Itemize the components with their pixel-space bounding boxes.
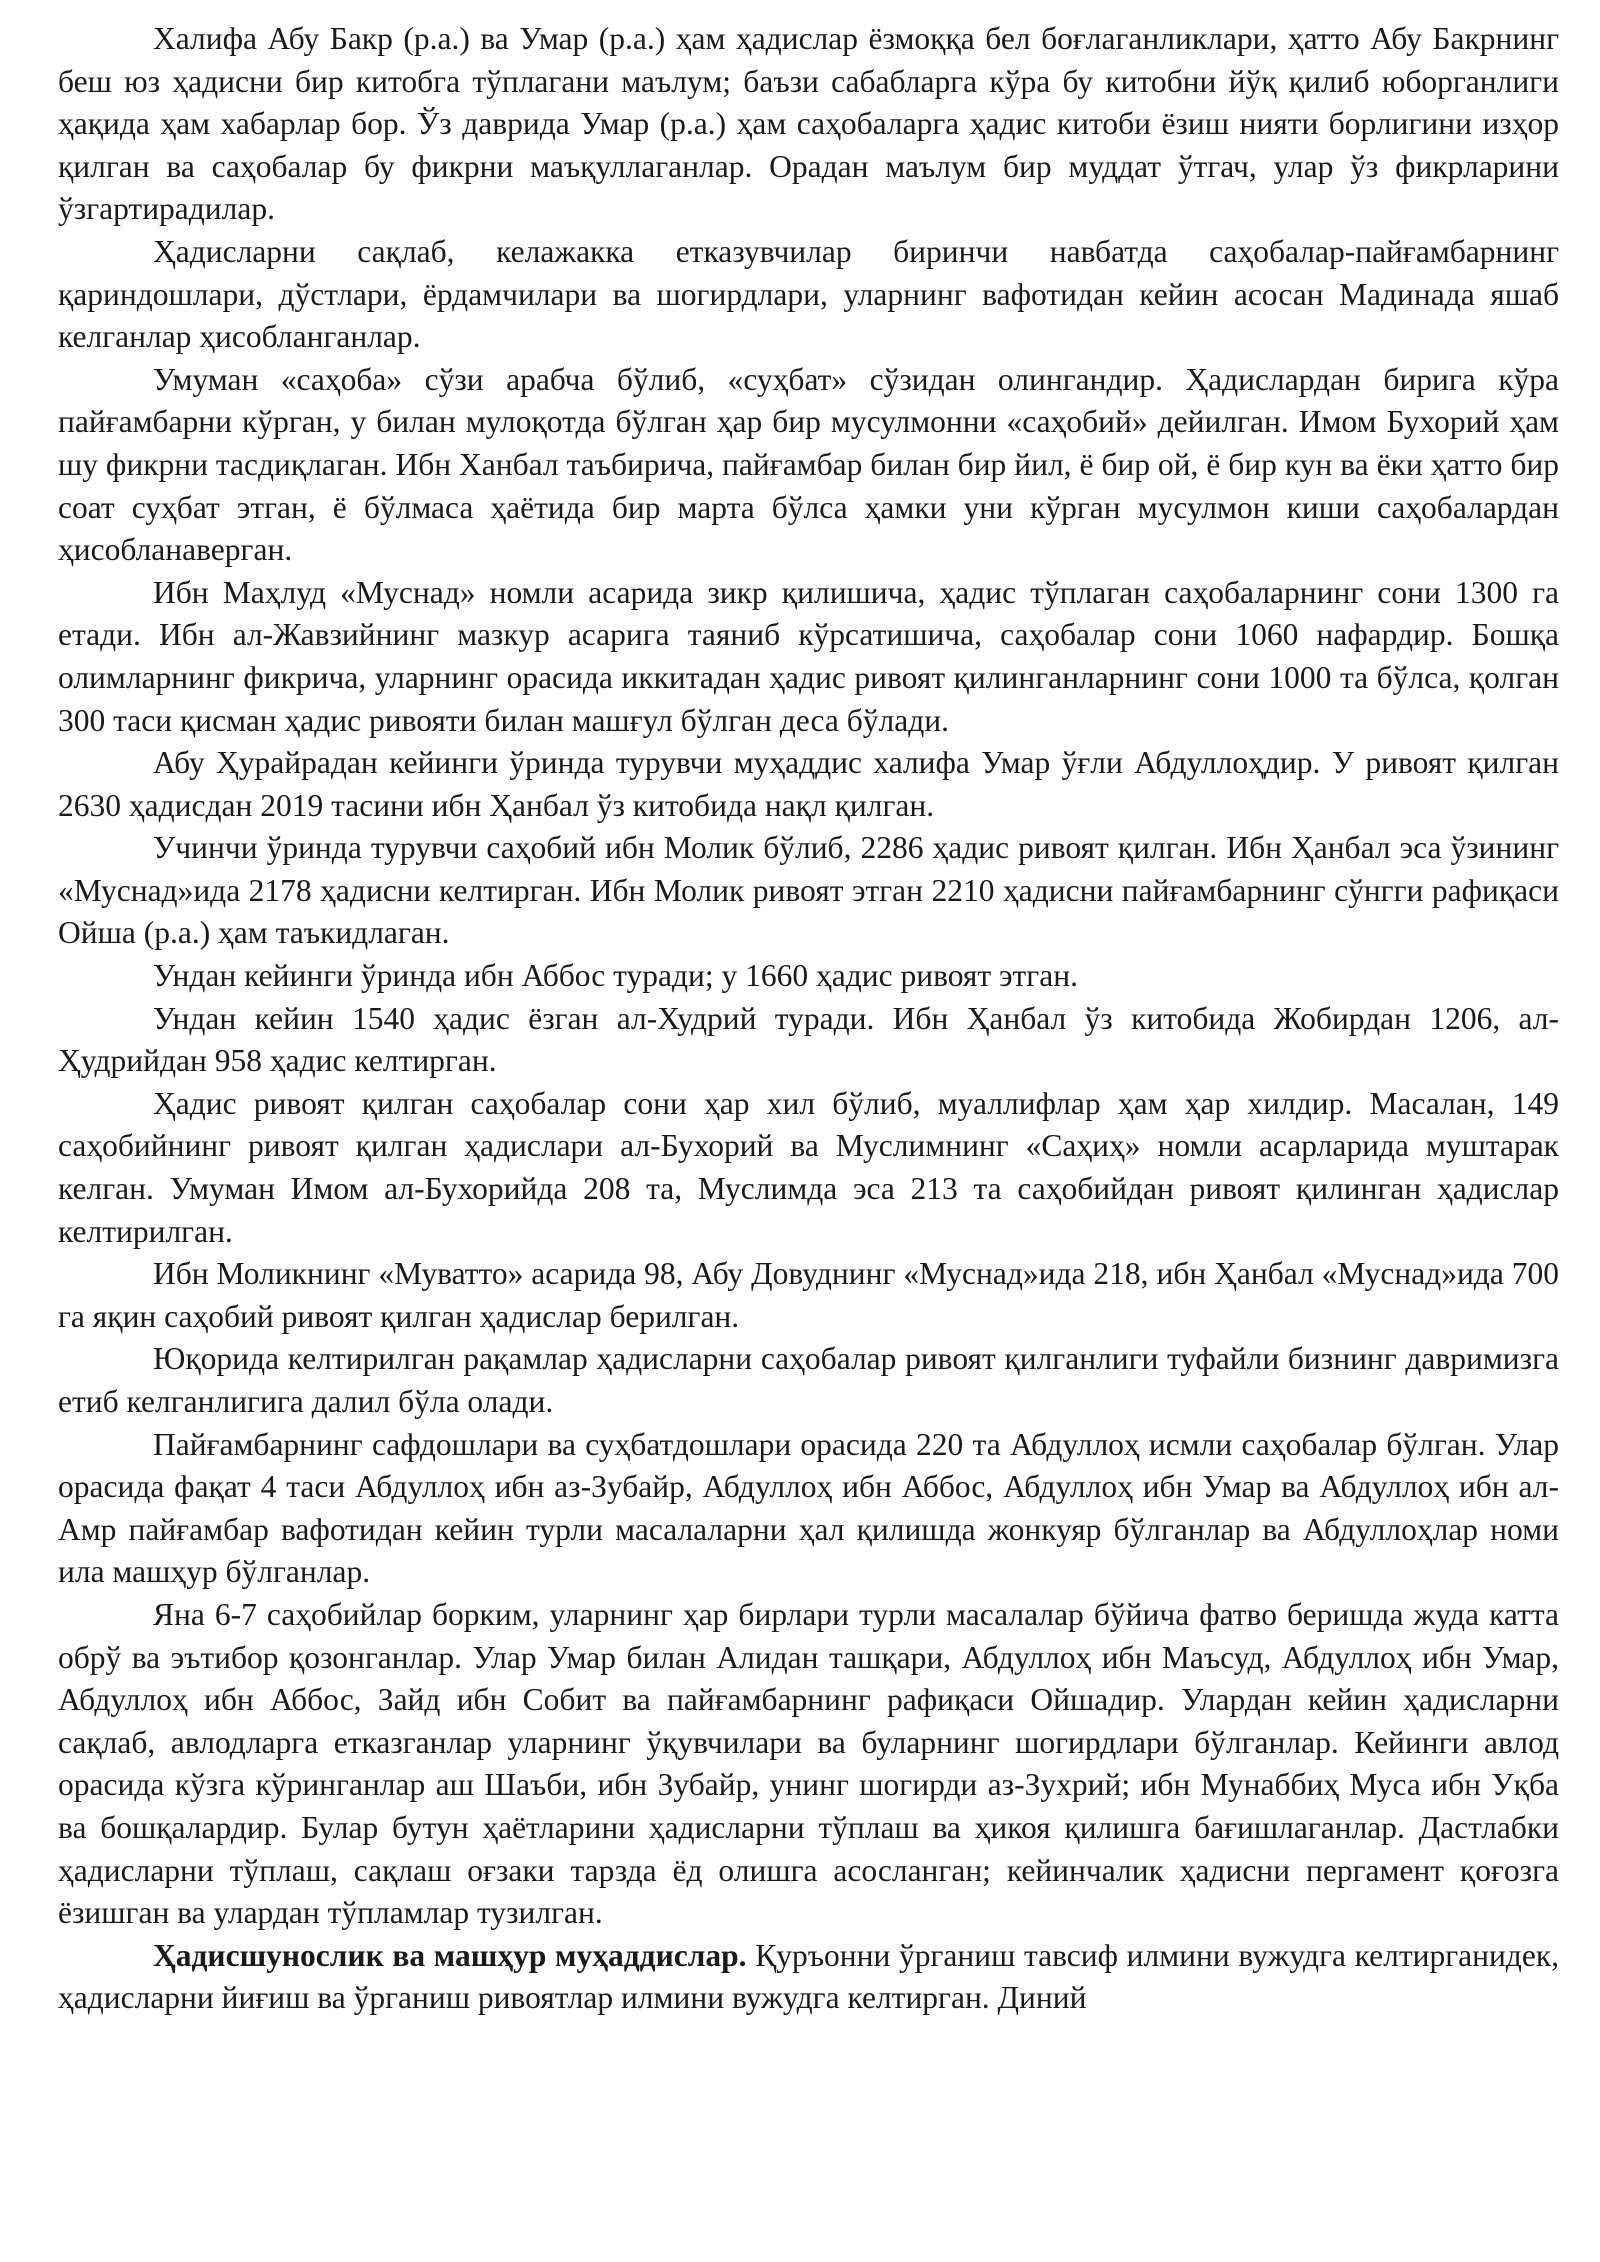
paragraph: Ундан кейинги ўринда ибн Аббос туради; у 1660 ҳадис ривоят этган. — [153, 958, 1078, 994]
paragraph: Юқорида келтирилган рақамлар ҳадисларни саҳобалар ривоят қилганлиги туфайли бизнинг давримизга етиб келганлигига далил бўла олади. — [58, 1341, 1559, 1419]
section-heading: Ҳадисшунослик ва машҳур муҳаддислар. — [153, 1937, 747, 1973]
paragraph: Ундан кейин 1540 ҳадис ёзган ал-Худрий туради. Ибн Ҳанбал ўз китобида Жобирдан 1206, ал-Ҳудрийдан 958 ҳадис келтирган. — [58, 1000, 1559, 1079]
paragraph: Учинчи ўринда турувчи саҳобий ибн Молик бўлиб, 2286 ҳадис ривоят қилган. Ибн Ҳанбал эса ўзининг «Муснад»ида 2178 ҳадисни келтирган. Ибн Молик ривоят этган 2210 ҳадисни пайғамбарнинг сўнгги рафиқаси Ойша (р.а.) ҳам таъкидлаган. — [58, 830, 1559, 951]
paragraph: Абу Ҳурайрадан кейинги ўринда турувчи муҳаддис халифа Умар ўғли Абдуллоҳдир. У ривоят қилган 2630 ҳадисдан 2019 тасини ибн Ҳанбал ўз китобида нақл қилган. — [58, 745, 1559, 823]
section-paragraph — [58, 1935, 1559, 2020]
paragraph: Ҳадисларни сақлаб, келажакка етказувчилар биринчи навбатда саҳобалар-пайғамбарнинг қариндошлари, дўстлари, ёрдамчилари ва шогирдлари, уларнинг вафотидан кейин асосан Мадинада яшаб келганлар ҳисобланганлар. — [58, 233, 1559, 355]
paragraph: Умуман «саҳоба» сўзи арабча бўлиб, «суҳбат» сўзидан олингандир. Ҳадислардан бирига кўра пайғамбарни кўрган, у билан мулоқотда бўлган ҳар бир мусулмонни «саҳобий» дейилган. Имом Бухорий ҳам шу фикрни тасдиқлаган. Ибн Ханбал таъбирича, пайғамбар билан бир йил, ё бир ой, ё бир кун ва ёки ҳатто бир соат суҳбат этган, ё бўлмаса ҳаётида бир марта бўлса ҳамки уни кўрган мусулмон киши саҳобалардан ҳисобланаверган. — [58, 361, 1559, 568]
paragraph: Ибн Моликнинг «Муватто» асарида 98, Абу Довуднинг «Муснад»ида 218, ибн Ҳанбал «Муснад»ида 700 га яқин саҳобий ривоят қилган ҳадислар берилган. — [58, 1256, 1559, 1334]
document-page — [58, 18, 1559, 2020]
paragraph: Халифа Абу Бакр (р.а.) ва Умар (р.а.) ҳам ҳадислар ёзмоққа бел боғлаганликлари, ҳатто Абу Бакрнинг беш юз ҳадисни бир китобга тўплагани маълум; баъзи сабабларга кўра бу китобни йўқ қилиб юборганлиги ҳақида ҳам хабарлар бор. Ўз даврида Умар (р.а.) ҳам саҳобаларга ҳадис китоби ёзиш нияти борлигини изҳор қилган ва саҳобалар бу фикрни маъқуллаганлар. Орадан маълум бир муддат ўтгач, улар ўз фикрларини ўзгартирадилар. — [58, 21, 1559, 227]
paragraph: Ибн Маҳлуд «Муснад» номли асарида зикр қилишича, ҳадис тўплаган саҳобаларнинг сони 1300 га етади. Ибн ал-Жавзийнинг мазкур асарига таяниб кўрсатишича, саҳобалар сони 1060 нафардир. Бошқа олимларнинг фикрича, уларнинг орасида иккитадан ҳадис ривоят қилинганларнинг сони 1000 та бўлса, қолган 300 таси қисман ҳадис ривояти билан машғул бўлган деса бўлади. — [58, 574, 1559, 738]
paragraph: Пайғамбарнинг сафдошлари ва суҳбатдошлари орасида 220 та Абдуллоҳ исмли саҳобалар бўлган. Улар орасида фақат 4 таси Абдуллоҳ ибн аз-Зубайр, Абдуллоҳ ибн Аббос, Абдуллоҳ ибн Умар ва Абдуллоҳ ибн ал-Амр пайғамбар вафотидан кейин турли масалаларни ҳал қилишда жонкуяр бўлганлар ва Абдуллоҳлар номи ила машҳур бўлганлар. — [58, 1426, 1559, 1590]
section-text: Қуръонни ўрганиш тавсиф илмини вужудга келтирганидек, ҳадисларни йиғиш ва ўрганиш ривоятлар илмини вужудга келтирган. Диний — [58, 1937, 1559, 2016]
paragraph: Яна 6-7 саҳобийлар борким, уларнинг ҳар бирлари турли масалалар бўйича фатво беришда жуда катта обрў ва эътибор қозонганлар. Улар Умар билан Алидан ташқари, Абдуллоҳ ибн Маъсуд, Абдуллоҳ ибн Умар, Абдуллоҳ ибн Аббос, Зайд ибн Собит ва пайғамбарнинг рафиқаси Ойшадир. Улардан кейин ҳадисларни сақлаб, авлодларга етказганлар уларнинг ўқувчилари ва буларнинг шогирдлари бўлганлар. Кейинги авлод орасида кўзга кўринганлар аш Шаъби, ибн Зубайр, унинг шогирди аз-Зухрий; ибн Мунаббиҳ Муса ибн Уқба ва бошқалардир. Булар бутун ҳаётларини ҳадисларни тўплаш ва ҳикоя қилишга бағишлаганлар. Дастлабки ҳадисларни тўплаш, сақлаш оғзаки тарзда ёд олишга асосланган; кейинчалик ҳадисни пергамент қоғозга ёзишган ва улардан тўпламлар тузилган. — [58, 1596, 1559, 1931]
paragraph: Ҳадис ривоят қилган саҳобалар сони ҳар хил бўлиб, муаллифлар ҳам ҳар хилдир. Масалан, 149 саҳобийнинг ривоят қилган ҳадислари ал-Бухорий ва Муслимнинг «Саҳиҳ» номли асарларида муштарак келган. Умуман Имом ал-Бухорийда 208 та, Муслимда эса 213 та саҳобийдан ривоят қилинган ҳадислар келтирилган. — [58, 1085, 1559, 1249]
